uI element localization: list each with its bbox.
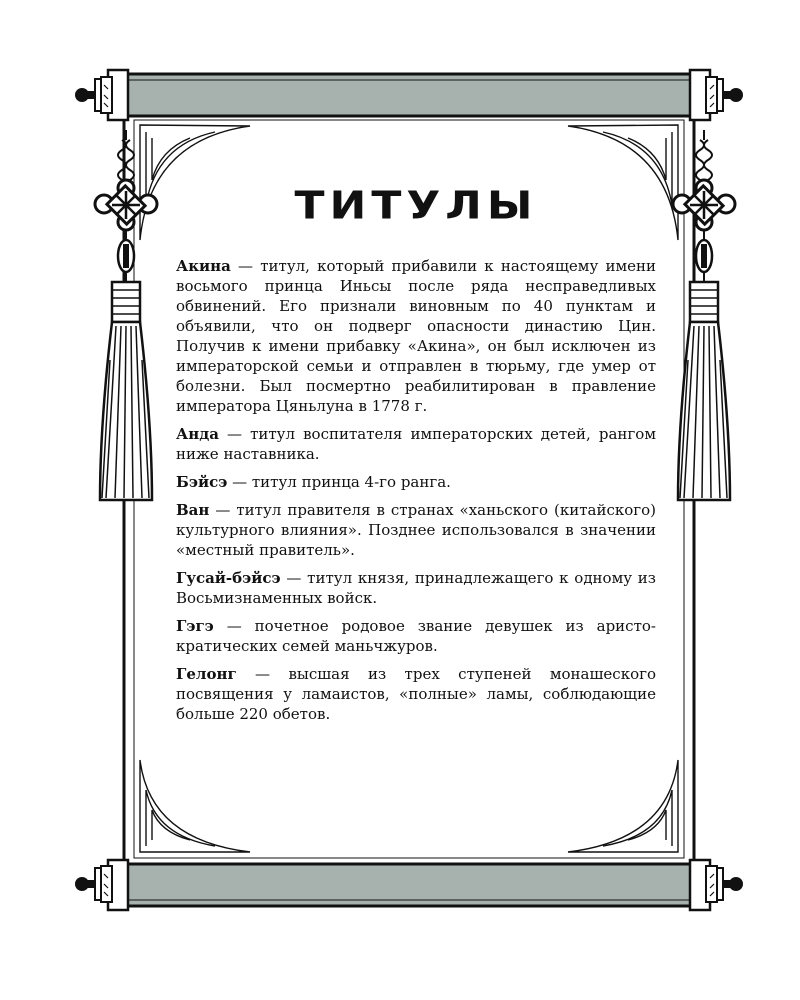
- glossary-list: [176, 256, 656, 732]
- entry-definition: — титул правителя в странах «ханьского (китайского) культурного влияния». Позднее использовался в значении «местный правитель».: [176, 501, 656, 559]
- entry-definition: — титул воспитателя императорских детей, рангом ниже наставника.: [176, 425, 656, 463]
- glossary-entry: [176, 424, 656, 464]
- entry-term: Акина: [176, 257, 231, 275]
- glossary-entry: [176, 256, 656, 416]
- entry-definition: — высшая из трех ступеней монашеского посвящения у ламаистов, «полные» ламы, соблюдающие больше 220 обетов.: [176, 665, 656, 723]
- entry-term: Гусай-бэйсэ: [176, 569, 281, 587]
- entry-term: Бэйсэ: [176, 473, 228, 491]
- entry-definition: — титул принца 4-го ранга.: [227, 473, 451, 491]
- entry-term: Гэгэ: [176, 617, 214, 635]
- entry-definition: — почетное родовое звание девушек из аристократических семей маньчжуров.: [176, 617, 656, 655]
- entry-term: Гелонг: [176, 665, 237, 683]
- entry-definition: — титул, который прибавили к настоящему имени восьмого принца Иньсы после ряда несправедливых обвинений. Его признали виновным по 40 пунктам и объявили, что он подверг опасности династию Цин. Получив к имени прибавку «Акина», он был исключен из императорской семьи и отправлен в тюрьму, где умер от болезни. Был посмертно реабилитирован в правление императора Цяньлуна в 1778 г.: [176, 257, 656, 415]
- entry-definition: — титул князя, принадлежащего к одному из Восьмизнаменных войск.: [176, 569, 656, 607]
- glossary-entry: [176, 664, 656, 724]
- entry-term: Анда: [176, 425, 219, 443]
- glossary-entry: [176, 616, 656, 656]
- page-title: ТИТУЛЫ: [294, 183, 538, 228]
- entry-term: Ван: [176, 501, 210, 519]
- glossary-entry: [176, 472, 656, 492]
- glossary-entry: [176, 568, 656, 608]
- glossary-entry: [176, 500, 656, 560]
